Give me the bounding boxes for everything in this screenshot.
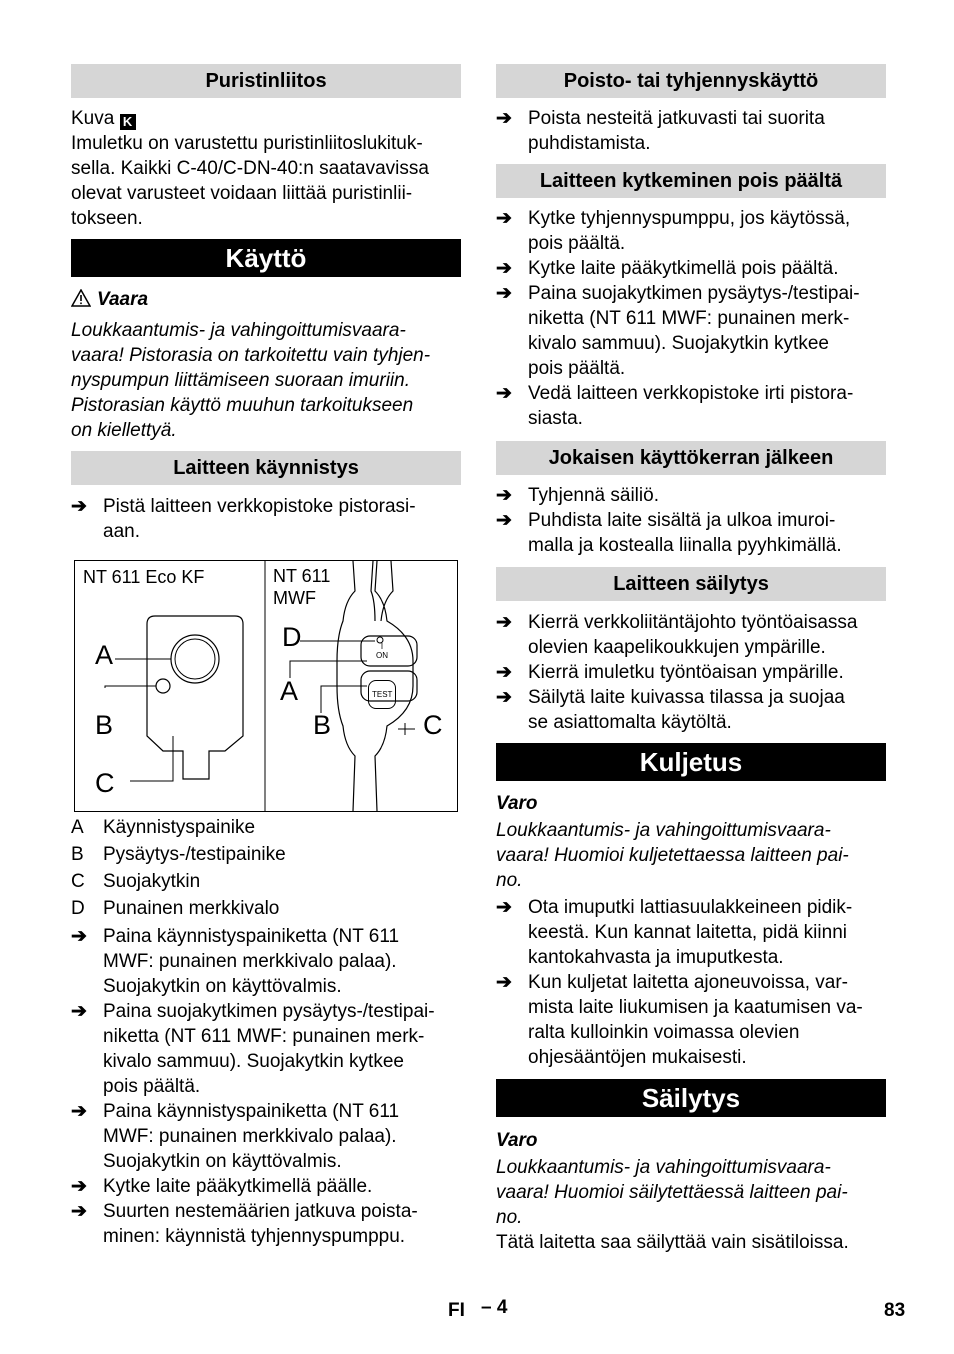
chapter-heading-kaytto: Käyttö [71, 239, 461, 277]
arrow-right-icon: ➔ [496, 972, 512, 993]
legend-key: A [71, 817, 84, 838]
footer-page-number: 83 [884, 1300, 906, 1321]
list-item [496, 281, 886, 381]
list-item [71, 1199, 461, 1249]
list-item-line: Kierrä verkkoliitäntäjohto työntöaisassa [528, 612, 858, 633]
list-item-line: malla ja kostealla liinalla pyyhkimällä. [528, 535, 842, 556]
list-item-line: Paina suojakytkimen pysäytys-/testipai- [528, 283, 860, 304]
text-line: Imuletku on varustettu puristinliitoslukituk- [71, 133, 423, 154]
arrow-right-icon: ➔ [71, 1176, 87, 1197]
list-item [496, 970, 886, 1070]
sailytys-varo-text [496, 1155, 886, 1230]
figure-right-title-line1: NT 611 [273, 566, 331, 586]
list-item [496, 483, 886, 508]
list-item [71, 1174, 461, 1199]
arrow-right-icon: ➔ [496, 687, 512, 708]
arrow-right-icon: ➔ [496, 108, 512, 129]
figure-reference [71, 106, 461, 131]
list-item-line: keestä. Kun kannat laitetta, pidä kiinni [528, 922, 847, 943]
list-item-line: puhdistamista. [528, 133, 651, 154]
text-line: olevat varusteet voidaan liittää puristinlii- [71, 183, 413, 204]
footer-language: FI [448, 1300, 465, 1321]
arrow-right-icon: ➔ [71, 496, 87, 517]
section-heading-laitteen-sailytys: Laitteen säilytys [496, 567, 886, 601]
callout-b-left: B [95, 710, 114, 740]
poisto-list [496, 106, 886, 156]
legend-key: B [71, 844, 84, 865]
list-item-line: Suojakytkin on käyttövalmis. [103, 1151, 342, 1172]
list-item-line: Kun kuljetat laitetta ajoneuvoissa, var- [528, 972, 849, 993]
list-item-line: niketta (NT 611 MWF: punainen merk- [528, 308, 850, 329]
arrow-right-icon: ➔ [71, 1001, 87, 1022]
text-line: Loukkaantumis- ja vahingoittumisvaara- [496, 820, 831, 841]
section-heading-poisto: Poisto- tai tyhjennyskäyttö [496, 64, 886, 98]
callout-c-left: C [95, 768, 115, 798]
on-button-text: ON [376, 651, 388, 660]
switch-figure [74, 560, 458, 812]
list-item-line: kivalo sammuu). Suojakytkin kytkee [103, 1051, 404, 1072]
list-item [496, 256, 886, 281]
callout-b-right: B [313, 710, 332, 740]
kuljetus-varo-label: Varo [496, 793, 538, 814]
warning-block [71, 287, 461, 443]
list-item [496, 206, 886, 256]
warning-label: Vaara [97, 289, 149, 310]
text-line: nyspumpun liittämiseen suoraan imuriin. [71, 370, 410, 391]
list-item-line: Paina suojakytkimen pysäytys-/testipai- [103, 1001, 435, 1022]
puristin-text [71, 131, 461, 231]
arrow-right-icon: ➔ [496, 612, 512, 633]
list-item [71, 494, 461, 544]
chapter-heading-sailytys: Säilytys [496, 1079, 886, 1117]
list-item-line: Suojakytkin on käyttövalmis. [103, 976, 342, 997]
kuljetus-varo-text [496, 818, 886, 893]
legend-item [71, 895, 461, 922]
warning-text [71, 318, 461, 443]
callout-d-right: D [282, 622, 302, 652]
section-heading-puristinliitos: Puristinliitos [71, 64, 461, 98]
text-line: on kiellettyä. [71, 420, 177, 441]
arrow-right-icon: ➔ [71, 1201, 87, 1222]
arrow-right-icon: ➔ [496, 208, 512, 229]
legend-key: D [71, 898, 85, 919]
list-item-line: kantokahvasta ja imuputkesta. [528, 947, 784, 968]
list-item-line: minen: käynnistä tyhjennyspumppu. [103, 1226, 406, 1247]
arrow-right-icon: ➔ [496, 283, 512, 304]
on-button-label [375, 642, 389, 660]
test-button-label: TEST [368, 680, 396, 709]
text-line: Loukkaantumis- ja vahingoittumisvaara- [496, 1157, 831, 1178]
list-item [496, 685, 886, 735]
right-column [496, 64, 886, 1255]
list-item [71, 1099, 461, 1174]
list-item-line: pois päältä. [528, 233, 626, 254]
list-item-line: siasta. [528, 408, 583, 429]
list-item [496, 106, 886, 156]
list-item-line: Säilytä laite kuivassa tilassa ja suojaa [528, 687, 845, 708]
callout-a-right: A [280, 676, 299, 706]
legend-text: Suojakytkin [103, 871, 201, 892]
list-item [496, 895, 886, 970]
list-item-line: Pistä laitteen verkkopistoke pistorasi- [103, 496, 416, 517]
text-line: no. [496, 1207, 523, 1228]
text-line: no. [496, 870, 523, 891]
callout-a-left: A [95, 640, 114, 670]
list-item [496, 381, 886, 431]
arrow-right-icon: ➔ [496, 258, 512, 279]
kytkeminen-list [496, 206, 886, 431]
arrow-right-icon: ➔ [496, 485, 512, 506]
list-item-line: kivalo sammuu). Suojakytkin kytkee [528, 333, 829, 354]
list-item-line: aan. [103, 521, 140, 542]
list-item-line: Kytke tyhjennyspumppu, jos käytössä, [528, 208, 851, 229]
list-item [496, 508, 886, 558]
text-line: Loukkaantumis- ja vahingoittumisvaara- [71, 320, 406, 341]
list-item [71, 999, 461, 1099]
section-heading-jalkeen: Jokaisen käyttökerran jälkeen [496, 441, 886, 475]
sailytys-varo-label: Varo [496, 1130, 538, 1151]
list-item [496, 610, 886, 660]
list-item-line: Tyhjennä säiliö. [528, 485, 659, 506]
list-item-line: mista laite liukumisen ja kaatumisen va- [528, 997, 863, 1018]
arrow-right-icon: ➔ [496, 897, 512, 918]
list-item-line: Vedä laitteen verkkopistoke irti pistora- [528, 383, 854, 404]
list-item-line: Puhdista laite sisältä ja ulkoa imuroi- [528, 510, 836, 531]
text-line: vaara! Huomioi kuljetettaessa laitteen pai- [496, 845, 849, 866]
footer-section-number: – 4 [481, 1297, 508, 1318]
text-line: Pistorasian käyttö muuhun tarkoitukseen [71, 395, 414, 416]
kuva-label: Kuva [71, 108, 115, 129]
switch-diagram [75, 561, 457, 811]
list-item-line: olevien kaapelikoukkujen ympärille. [528, 637, 826, 658]
list-item-line: Kierrä imuletku työntöaisan ympärille. [528, 662, 844, 683]
list-item-line: Poista nesteitä jatkuvasti tai suorita [528, 108, 825, 129]
chapter-heading-kuljetus: Kuljetus [496, 743, 886, 781]
list-item-line: Kytke laite pääkytkimellä päälle. [103, 1176, 373, 1197]
kaynnistys-steps [71, 924, 461, 1249]
text-line: tokseen. [71, 208, 143, 229]
figure-legend [71, 814, 461, 922]
list-item-line: ralta kulloinkin voimassa olevien [528, 1022, 800, 1043]
legend-text: Käynnistyspainike [103, 817, 256, 838]
section-heading-kytkeminen: Laitteen kytkeminen pois päältä [496, 164, 886, 198]
figure-right-title [273, 565, 330, 609]
sailytys-text: Tätä laitetta saa säilyttää vain sisätiloissa. [496, 1232, 849, 1253]
warning-triangle-icon [71, 289, 91, 314]
legend-item [71, 814, 461, 841]
kaynnistys-list [71, 494, 461, 544]
list-item-line: Ota imuputki lattiasuulakkeineen pidik- [528, 897, 853, 918]
laitteen-sailytys-list [496, 610, 886, 735]
legend-item [71, 868, 461, 895]
list-item-line: Paina käynnistyspainiketta (NT 611 [103, 926, 400, 947]
list-item [71, 924, 461, 999]
arrow-right-icon: ➔ [496, 662, 512, 683]
figure-right-title-line2: MWF [273, 588, 316, 608]
list-item-line: pois päältä. [528, 358, 626, 379]
arrow-right-icon: ➔ [496, 383, 512, 404]
figure-left-title: NT 611 Eco KF [83, 567, 205, 587]
list-item-line: se asiattomalta käytöltä. [528, 712, 732, 733]
arrow-right-icon: ➔ [71, 926, 87, 947]
left-column [71, 64, 461, 1249]
puristin-body [71, 106, 461, 231]
kuljetus-list [496, 895, 886, 1070]
list-item-line: MWF: punainen merkkivalo palaa). [103, 1126, 397, 1147]
figure-ref-icon: K [120, 114, 136, 130]
legend-text: Pysäytys-/testipainike [103, 844, 286, 865]
legend-item [71, 841, 461, 868]
list-item-line: Paina käynnistyspainiketta (NT 611 [103, 1101, 400, 1122]
list-item-line: Suurten nestemäärien jatkuva poista- [103, 1201, 418, 1222]
list-item-line: ohjesääntöjen mukaisesti. [528, 1047, 747, 1068]
on-button-symbol: I [380, 642, 384, 651]
arrow-right-icon: ➔ [496, 510, 512, 531]
text-line: sella. Kaikki C-40/C-DN-40:n saatavavissa [71, 158, 429, 179]
legend-key: C [71, 871, 85, 892]
jalkeen-list [496, 483, 886, 558]
list-item [496, 660, 886, 685]
list-item-line: MWF: punainen merkkivalo palaa). [103, 951, 397, 972]
list-item-line: pois päältä. [103, 1076, 201, 1097]
callout-c-right: C [423, 710, 443, 740]
text-line: vaara! Huomioi säilytettäessä laitteen pai- [496, 1182, 848, 1203]
arrow-right-icon: ➔ [71, 1101, 87, 1122]
list-item-line: niketta (NT 611 MWF: punainen merk- [103, 1026, 425, 1047]
text-line: vaara! Pistorasia on tarkoitettu vain tyhjen- [71, 345, 431, 366]
section-heading-kaynnistys: Laitteen käynnistys [71, 451, 461, 485]
legend-text: Punainen merkkivalo [103, 898, 280, 919]
list-item-line: Kytke laite pääkytkimellä pois päältä. [528, 258, 839, 279]
